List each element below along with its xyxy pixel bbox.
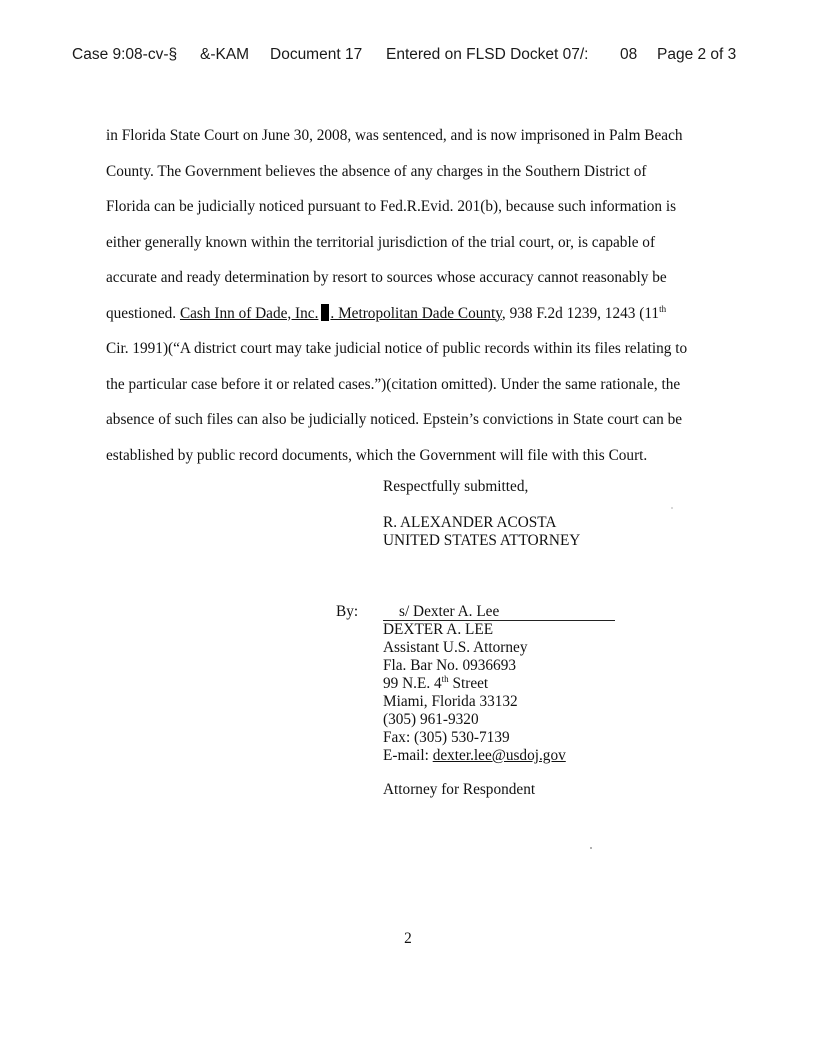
signer-title: Assistant U.S. Attorney xyxy=(383,639,528,656)
citation-intro: questioned. xyxy=(106,304,180,322)
header-case-suffix: &-KAM xyxy=(200,46,250,63)
bar-number: Fla. Bar No. 0936693 xyxy=(383,657,516,674)
signature-block xyxy=(383,603,615,765)
body-line: absence of such files can also be judicially noticed. Epstein’s convictions in State court can be xyxy=(106,411,683,428)
body-line: County. The Government believes the absence of any charges in the Southern District of xyxy=(106,162,647,180)
page-number: 2 xyxy=(404,930,412,947)
fax: Fax: (305) 530-7139 xyxy=(383,729,510,746)
signature-line: s/ Dexter A. Lee xyxy=(383,603,615,621)
phone: (305) 961-9320 xyxy=(383,711,479,728)
street-address xyxy=(383,675,615,693)
signer-name: DEXTER A. LEE xyxy=(383,621,494,638)
body-paragraph xyxy=(106,118,708,473)
street-number: 99 N.E. 4 xyxy=(383,675,442,692)
email-line xyxy=(383,747,615,765)
email-label: E-mail: xyxy=(383,747,433,764)
body-line: established by public record documents, which the Government will file with this Court. xyxy=(106,446,648,464)
attorney-name: R. ALEXANDER ACOSTA xyxy=(383,514,557,531)
body-line: Cir. 1991)(“A district court may take judicial notice of public records within its files relating to xyxy=(106,340,688,357)
city-line: Miami, Florida 33132 xyxy=(383,693,518,710)
closing-text: Respectfully submitted, xyxy=(383,478,529,495)
scan-speck xyxy=(590,847,592,849)
role-block xyxy=(383,781,535,799)
case-name-metropolitan: . Metropolitan Dade County xyxy=(330,304,502,322)
case-name-cash-inn: Cash Inn of Dade, Inc. xyxy=(179,304,319,322)
redaction-mark xyxy=(321,304,329,321)
header-page: Page 2 of 3 xyxy=(657,46,737,63)
closing-block xyxy=(383,478,528,496)
body-line: accurate and ready determination by resort to sources whose accuracy cannot reasonably be xyxy=(106,269,667,286)
body-line: the particular case before it or related cases.”)(citation omitted). Under the same rationale, the xyxy=(106,375,681,393)
header-entered: Entered on FLSD Docket 07/: xyxy=(386,46,589,63)
us-attorney-block xyxy=(383,514,580,550)
body-line-citation xyxy=(106,296,708,332)
by-label: By: xyxy=(336,603,359,620)
scan-speck xyxy=(671,507,673,509)
citation-sup: th xyxy=(659,303,667,314)
street-name: Street xyxy=(448,675,489,692)
attorney-title: UNITED STATES ATTORNEY xyxy=(383,532,581,549)
body-line: either generally known within the territorial jurisdiction of the trial court, or, is capable of xyxy=(106,233,656,251)
street-sup: th xyxy=(441,674,449,684)
header-document: Document 17 xyxy=(270,46,363,63)
citation-reporter: , 938 F.2d 1239, 1243 (11 xyxy=(501,304,660,322)
email-link[interactable]: dexter.lee@usdoj.gov xyxy=(432,747,566,764)
header-case-number: Case 9:08-cv-§ xyxy=(72,46,178,63)
docket-header xyxy=(0,46,816,66)
attorney-role: Attorney for Respondent xyxy=(383,781,536,798)
body-line: Florida can be judicially noticed pursuant to Fed.R.Evid. 201(b), because such information is xyxy=(106,198,677,215)
header-year-tail: 08 xyxy=(620,46,638,63)
body-line: in Florida State Court on June 30, 2008, was sentenced, and is now imprisoned in Palm Beach xyxy=(106,127,683,144)
